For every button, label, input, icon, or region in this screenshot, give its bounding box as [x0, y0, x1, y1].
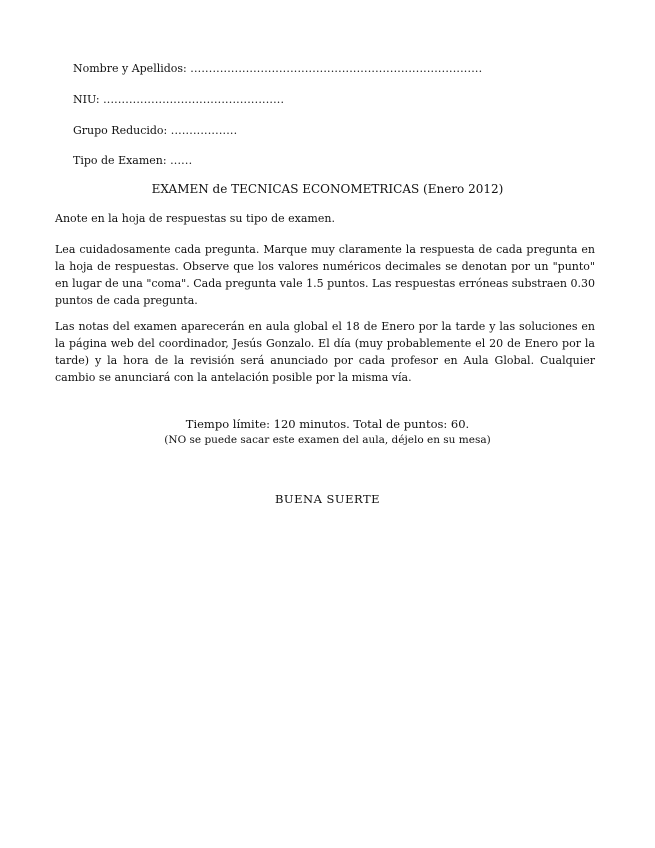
instruction-grades: Las notas del examen aparecerán en aula global el 18 de Enero por la tarde y las soluciones en la página web del coordinador, Jesús Gonzalo. El día (muy probablemente el 20 de Enero por la tarde) y la hora de la revisión será anunciado por cada profesor en Aula Global. Cualquier cambio se anunciará con la antelación posible por la misma vía.: [55, 320, 595, 384]
niu-label: NIU:: [73, 93, 100, 106]
instruction-answer-sheet: Anote en la hoja de respuestas su tipo de examen.: [55, 212, 335, 225]
exam-removal-note: (NO se puede sacar este examen del aula, déjelo en su mesa): [164, 434, 491, 446]
name-label: Nombre y Apellidos:: [73, 62, 187, 75]
exam-type-label: Tipo de Examen:: [73, 154, 167, 167]
instruction-reading: Lea cuidadosamente cada pregunta. Marque muy claramente la respuesta de cada pregunta en la hoja de respuestas. Observe que los valores numéricos decimales se denotan por un "punto" en lugar de una "coma". Cada pregunta vale 1.5 puntos. Las respuestas erróneas substraen 0.30 puntos de cada pregunta.: [55, 243, 595, 307]
name-blank: ...............................................................................: [190, 62, 483, 75]
exam-type-field: [73, 154, 192, 168]
niu-field: [73, 93, 284, 107]
group-blank: ..................: [170, 124, 238, 137]
niu-blank: .................................................: [103, 93, 285, 106]
name-field: [73, 62, 482, 76]
time-limit-text: Tiempo límite: 120 minutos. Total de puntos: 60.: [185, 417, 470, 431]
group-label: Grupo Reducido:: [73, 124, 168, 137]
good-luck-text: BUENA SUERTE: [274, 492, 381, 506]
exam-title: EXAMEN de TECNICAS ECONOMETRICAS (Enero 2012): [151, 182, 504, 196]
exam-type-blank: ......: [170, 154, 193, 167]
group-field: [73, 124, 237, 138]
